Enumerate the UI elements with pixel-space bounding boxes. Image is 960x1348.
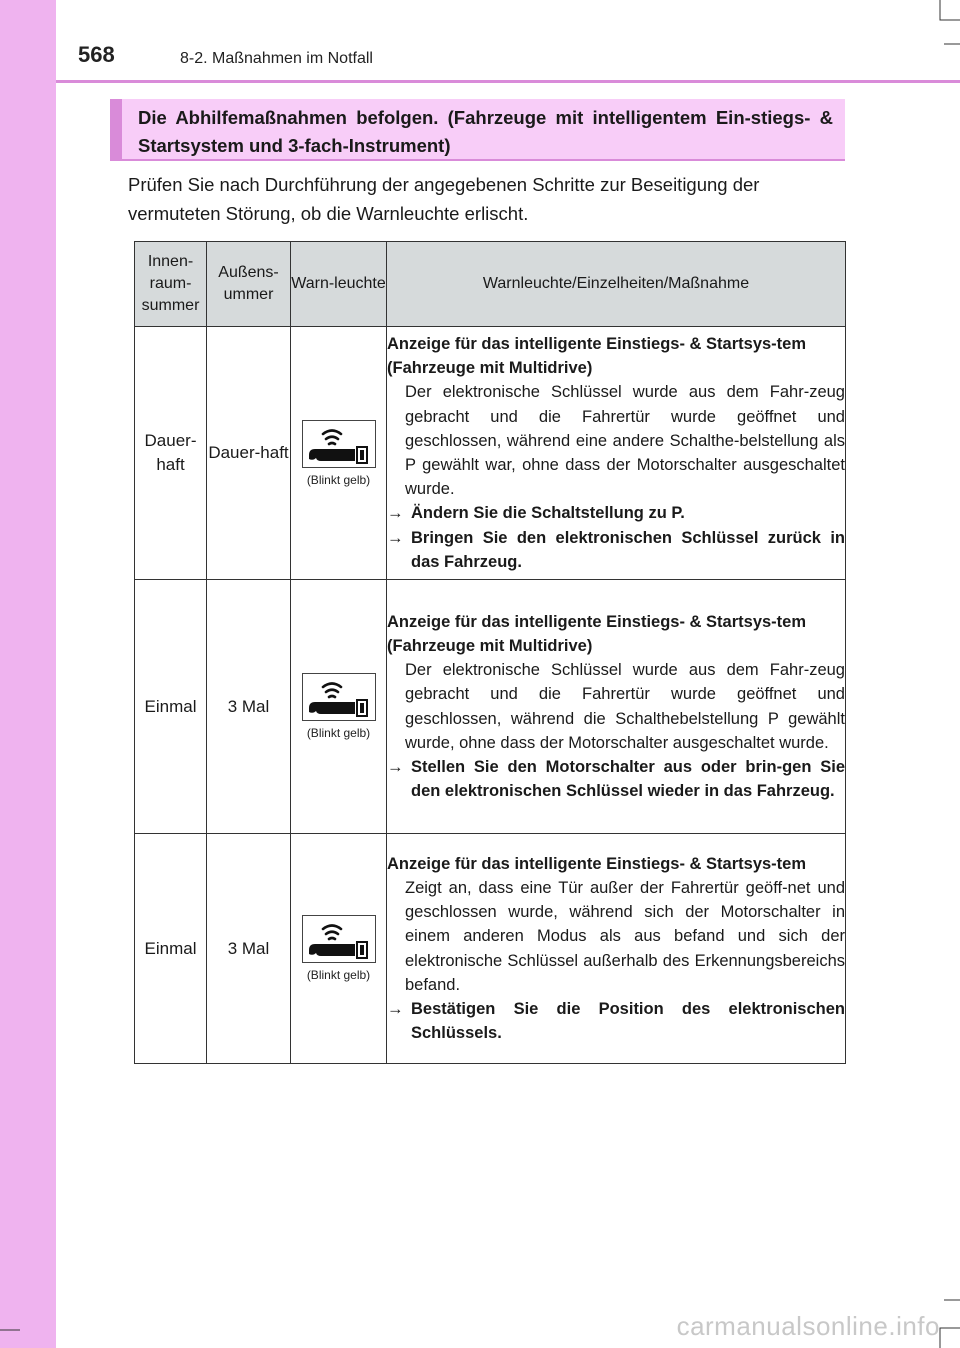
arrow-icon: → [387,504,404,523]
table-row [135,580,846,834]
side-color-strip [0,0,56,1348]
arrow-icon: → [387,528,404,547]
detail-body: Der elektronische Schlüssel wurde aus dem Fahr-zeug gebracht und die Fahrertür wurde geöffnet und geschlossen, während die Schalthebelstellung P gewählt wurde, ohne dass der Motorschalter ausgeschaltet wurde. [405,661,845,752]
detail-title: Anzeige für das intelligente Einstiegs- & Startsys-tem [387,854,807,873]
smart-key-warning-icon [302,673,376,721]
header-innenraumsummer: Innen-raum-summer [135,242,207,327]
action-text: Bringen Sie den elektronischen Schlüssel zurück in das Fahrzeug. [411,528,845,571]
innenraumsummer-cell: Einmal [135,580,207,834]
table-row [135,327,846,580]
aussensummer-cell: Dauer-haft [207,327,291,580]
page-number: 568 [78,42,115,67]
header-aussensummer: Außens-ummer [207,242,291,327]
table-row [135,834,846,1064]
detail-title: Anzeige für das intelligente Einstiegs- & Startsys-tem (Fahrzeuge mit Multidrive) [387,334,807,378]
table-header-row [135,242,846,327]
details-cell [387,327,846,580]
blink-label: (Blinkt gelb) [306,968,371,982]
action-step [387,526,845,574]
arrow-icon: → [387,999,404,1018]
section-heading: Die Abhilfemaßnahmen befolgen. (Fahrzeuge mit intelligentem Ein-stiegs- & Startsystem und 3-fach-Instrument) [138,107,833,156]
arrow-icon: → [387,757,404,776]
action-step [387,997,845,1045]
header-rule [56,80,960,83]
watermark: carmanualsonline.info [676,1311,940,1341]
smart-key-warning-icon [302,915,376,963]
warnleuchte-cell [291,834,387,1064]
details-cell [387,580,846,834]
action-step [387,755,845,803]
action-step [387,501,845,525]
aussensummer-cell: 3 Mal [207,580,291,834]
blink-label: (Blinkt gelb) [306,472,371,487]
warning-table [134,241,846,1064]
blink-label: (Blinkt gelb) [306,726,371,740]
aussensummer-cell: 3 Mal [207,834,291,1064]
innenraumsummer-cell: Dauer-haft [135,327,207,580]
detail-body: Der elektronische Schlüssel wurde aus dem Fahr-zeug gebracht und die Fahrertür wurde geöffnet und geschlossen, während eine andere Schalthe-belstellung als P gewählt war, ohne dass der Motorschalter ausgeschaltet wurde. [405,383,845,499]
chapter-title: 8-2. Maßnahmen im Notfall [180,50,373,67]
action-text: Stellen Sie den Motorschalter aus oder brin-gen Sie den elektronischen Schlüssel wieder in das Fahrzeug. [411,757,845,801]
action-text: Ändern Sie die Schaltstellung zu P. [411,504,685,523]
warnleuchte-cell [291,327,387,580]
section-heading-box [110,99,845,161]
action-text: Bestätigen Sie die Position des elektronischen Schlüssels. [411,999,845,1043]
innenraumsummer-cell: Einmal [135,834,207,1064]
detail-title: Anzeige für das intelligente Einstiegs- & Startsys-tem (Fahrzeuge mit Multidrive) [387,612,807,655]
details-cell [387,834,846,1064]
warnleuchte-cell [291,580,387,834]
smart-key-warning-icon [302,420,376,468]
detail-body: Zeigt an, dass eine Tür außer der Fahrertür geöff-net und geschlossen wurde, während sich der Motorschalter in einem anderen Modus als aus befand und sich der elektronische Schlüssel außerhalb des Erkennungsbereichs befand. [405,878,845,994]
header-warnleuchte: Warn-leuchte [291,242,387,327]
header-details: Warnleuchte/Einzelheiten/Maßnahme [387,242,846,327]
intro-paragraph: Prüfen Sie nach Durchführung der angegebenen Schritte zur Beseitigung der vermuteten Störung, ob die Warnleuchte erlischt. [128,174,760,224]
